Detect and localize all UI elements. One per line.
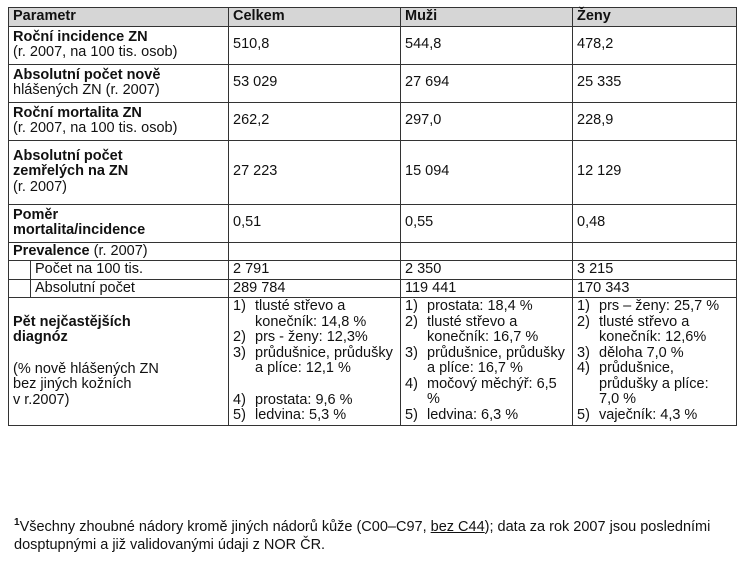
row-label (9, 102, 229, 140)
list-item: 4) močový měchýř: 6,5 % (405, 375, 557, 407)
list-item: 5) ledvina: 6,3 % (405, 406, 519, 423)
row-label-bold: Poměr (13, 206, 59, 223)
row-label-bold: Absolutní počet (13, 147, 123, 164)
table-row (9, 242, 737, 261)
cell-women: 3 215 (573, 261, 737, 280)
footnote-mark: 1 (14, 517, 20, 528)
row-label-bold: zemřelých na ZN (13, 163, 129, 180)
row-label-sub: (r. 2007) (13, 178, 67, 195)
table-row (9, 64, 737, 102)
row-label (9, 298, 229, 426)
indent-cell (9, 261, 31, 280)
diagnosis-list-men (405, 299, 568, 423)
row-label: Absolutní počet (31, 279, 229, 298)
cell-total: 2 791 (229, 261, 401, 280)
cell-men (401, 298, 573, 426)
list-item: 1) prostata: 18,4 % (405, 298, 533, 314)
row-label-sub: v r.2007) (13, 391, 70, 408)
cell-women: 25 335 (573, 64, 737, 102)
row-label-bold: Absolutní počet nově (13, 66, 161, 83)
footnote-text-b: ); data za rok 2007 jsou posledními dosptupnými a již validovanými údaji z NOR ČR. (14, 519, 711, 553)
cell-total: 289 784 (229, 279, 401, 298)
row-label-sub: (r. 2007, na 100 tis. osob) (13, 120, 178, 136)
row-label (9, 204, 229, 242)
row-label-sub: (% nově hlášených ZN (13, 360, 159, 377)
list-item: 5) vaječník: 4,3 % (577, 406, 698, 423)
table-row (9, 102, 737, 140)
list-item: 2) tlusté střevo a konečník: 12,6% (577, 313, 707, 345)
list-item: 4) prostata: 9,6 % (233, 391, 353, 408)
cell-empty (229, 242, 401, 261)
cell-men: 119 441 (401, 279, 573, 298)
cell-women: 228,9 (573, 102, 737, 140)
list-item: 2) tlusté střevo a konečník: 16,7 % (405, 313, 539, 345)
cell-total: 262,2 (229, 102, 401, 140)
table-row (9, 140, 737, 204)
cell-women: 170 343 (573, 279, 737, 298)
row-label-sub: (r. 2007) (89, 242, 148, 259)
row-label-bold: mortalita/incidence (13, 222, 146, 238)
header-men: Muži (401, 8, 573, 27)
row-label (9, 140, 229, 204)
cell-women: 0,48 (573, 204, 737, 242)
row-label (9, 26, 229, 64)
cell-empty (401, 242, 573, 261)
list-item: 4) průdušnice, průdušky a plíce: 7,0 % (577, 360, 709, 407)
cell-total: 53 029 (229, 64, 401, 102)
diagnosis-list-women (577, 299, 732, 423)
list-item: 3) průdušnice, průdušky a plíce: 16,7 % (405, 344, 565, 376)
indent-cell (9, 279, 31, 298)
cell-total: 0,51 (229, 204, 401, 242)
cancer-statistics-table (8, 7, 737, 426)
list-item: 5) ledvina: 5,3 % (233, 407, 347, 423)
row-label-bold: Pět nejčastějších (13, 313, 131, 330)
list-spacer (233, 377, 396, 393)
header-total: Celkem (229, 8, 401, 27)
cell-men: 297,0 (401, 102, 573, 140)
table-row (9, 298, 737, 426)
table-header-row (9, 8, 737, 27)
cell-men: 0,55 (401, 204, 573, 242)
list-item: 3) průdušnice, průdušky a plíce: 12,1 % (233, 344, 393, 376)
cell-men: 15 094 (401, 140, 573, 204)
cell-men: 544,8 (401, 26, 573, 64)
row-label-bold: diagnóz (13, 329, 68, 345)
row-label (9, 242, 229, 261)
header-param: Parametr (9, 8, 229, 27)
cell-women: 12 129 (573, 140, 737, 204)
table-row (9, 279, 737, 298)
cell-women: 478,2 (573, 26, 737, 64)
cell-men: 27 694 (401, 64, 573, 102)
row-label-bold: Roční mortalita ZN (13, 104, 142, 121)
row-label-sub: (r. 2007, na 100 tis. osob) (13, 44, 178, 60)
row-label-bold: Roční incidence ZN (13, 28, 148, 45)
footnote-underlined: bez C44 (430, 519, 485, 535)
cell-men: 2 350 (401, 261, 573, 280)
footnote (14, 514, 740, 554)
row-label: Počet na 100 tis. (31, 261, 229, 280)
table-row (9, 26, 737, 64)
list-item: 3) děloha 7,0 % (577, 344, 684, 361)
row-label-sub: hlášených ZN (r. 2007) (13, 82, 160, 98)
table-row (9, 261, 737, 280)
row-label-sub: bez jiných kožních (13, 376, 132, 392)
list-item: 2) prs - ženy: 12,3% (233, 329, 368, 345)
list-item: 1) tlusté střevo a konečník: 14,8 % (233, 298, 367, 330)
list-item: 1) prs – ženy: 25,7 % (577, 298, 720, 314)
cell-women (573, 298, 737, 426)
row-label (9, 64, 229, 102)
cell-total (229, 298, 401, 426)
diagnosis-list-total (233, 299, 396, 424)
cell-empty (573, 242, 737, 261)
header-women: Ženy (573, 8, 737, 27)
row-label-bold: Prevalence (13, 242, 90, 259)
table-row (9, 204, 737, 242)
cell-total: 510,8 (229, 26, 401, 64)
cell-total: 27 223 (229, 140, 401, 204)
footnote-text-a: Všechny zhoubné nádory kromě jiných nádorů kůže (C00–C97, (19, 519, 431, 535)
